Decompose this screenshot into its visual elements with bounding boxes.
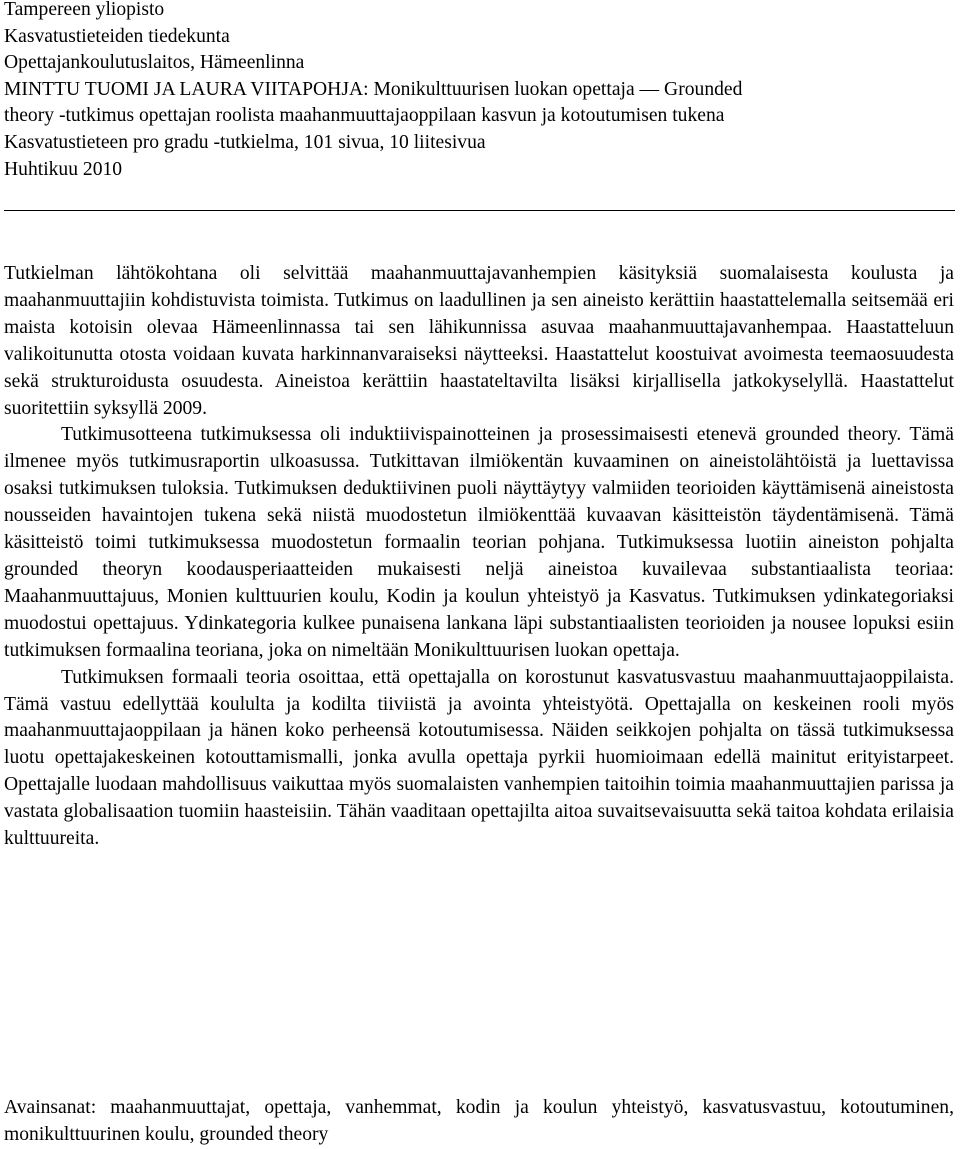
thesis-date: Huhtikuu 2010	[4, 158, 123, 180]
keywords-section	[4, 1095, 954, 1149]
keywords-text: Avainsanat: maahanmuuttajat, opettaja, vanhemmat, kodin ja koulun yhteistyö, kasvatusvastuu, kotoutuminen, monikulttuurinen koulu, grounded theory	[4, 1097, 954, 1145]
abstract-paragraph-2: Tutkimusotteena tutkimuksessa oli induktiivispainotteinen ja prosessimaisesti etenevä grounded theory. Tämä ilmenee myös tutkimusraportin ulkoasussa. Tutkittavan ilmiökentän kuvaaminen on aineistolähtöistä ja luettavissa osaksi tutkimuksen tuloksia. Tutkimuksen deduktiivinen puoli näyttäytyy valmiiden teorioiden käyttämisenä aineistosta nousseiden havaintojen tukena sekä niistä muodostetun ilmiökenttää kuvaavan käsitteistön täydentämisenä. Tämä käsitteistö toimi tutkimuksessa muodostetun formaalin teorian pohjana. Tutkimuksessa luotiin aineiston pohjalta grounded theoryn koodausperiaatteiden mukaisesti neljä aineistoa kuvailevaa substantiaalista teoriaa: Maahanmuuttajuus, Monien kulttuurien koulu, Kodin ja koulun yhteistyö ja Kasvatus. Tutkimuksen ydinkategoriaksi muodostui opettajuus. Ydinkategoria kulkee punaisena lankana läpi substantiaalisten teorioiden ja nousee lopuksi esiin tutkimuksen formaalina teoriana, joka on nimeltään Monikulttuurisen luokan opettaja.	[4, 424, 954, 661]
thesis-info: Kasvatustieteen pro gradu -tutkielma, 101 sivua, 10 liitesivua	[4, 131, 486, 153]
thesis-header	[4, 0, 954, 183]
thesis-title-line-2: theory -tutkimus opettajan roolista maahanmuuttajaoppilaan kasvun ja kotoutumisen tukena	[4, 105, 725, 127]
abstract-body	[4, 261, 954, 853]
university-name: Tampereen yliopisto	[4, 0, 165, 20]
header-divider	[4, 210, 955, 211]
abstract-paragraph-3: Tutkimuksen formaali teoria osoittaa, että opettajalla on korostunut kasvatusvastuu maahanmuuttajaoppilaista. Tämä vastuu edellyttää koululta ja kodilta tiiviistä ja avointa yhteistyötä. Opettajalla on keskeinen rooli myös maahanmuuttajaoppilaan ja hänen koko perheensä kotoutumisessa. Näiden seikkojen pohjalta on tässä tutkimuksessa luotu opettajakeskeinen kotouttamismalli, jonka avulla opettaja pyrkii huomioimaan edellä mainitut erityistarpeet. Opettajalle luodaan mahdollisuus vaikuttaa myös suomalaisten vanhempien taitoihin toimia maahanmuuttajien parissa ja vastata globalisaation tuomiin haasteisiin. Tähän vaaditaan opettajilta aitoa suvaitsevaisuutta sekä taitoa kohdata erilaisia kulttuureita.	[4, 666, 954, 850]
document-page	[4, 0, 954, 183]
faculty-name: Kasvatustieteiden tiedekunta	[4, 25, 230, 47]
abstract-paragraph-1: Tutkielman lähtökohtana oli selvittää maahanmuuttajavanhempien käsityksiä suomalaisesta koulusta ja maahanmuuttajiin kohdistuvista toimista. Tutkimus on laadullinen ja sen aineisto kerättiin haastattelemalla seitsemää eri maista kotoisin olevaa Hämeenlinnassa tai sen lähikunnissa asuvaa maahanmuuttajavanhempaa. Haastatteluun valikoitunutta otosta voidaan kuvata harkinnanvaraiseksi näytteeksi. Haastattelut koostuivat avoimesta teemaosuudesta sekä strukturoidusta osuudesta. Aineistoa kerättiin haastateltavilta lisäksi kirjallisella jatkokyselyllä. Haastattelut suoritettiin syksyllä 2009.	[4, 263, 954, 419]
department-name: Opettajankoulutuslaitos, Hämeenlinna	[4, 52, 305, 74]
thesis-title-line-1: MINTTU TUOMI JA LAURA VIITAPOHJA: Monikulttuurisen luokan opettaja — Grounded	[4, 78, 743, 100]
